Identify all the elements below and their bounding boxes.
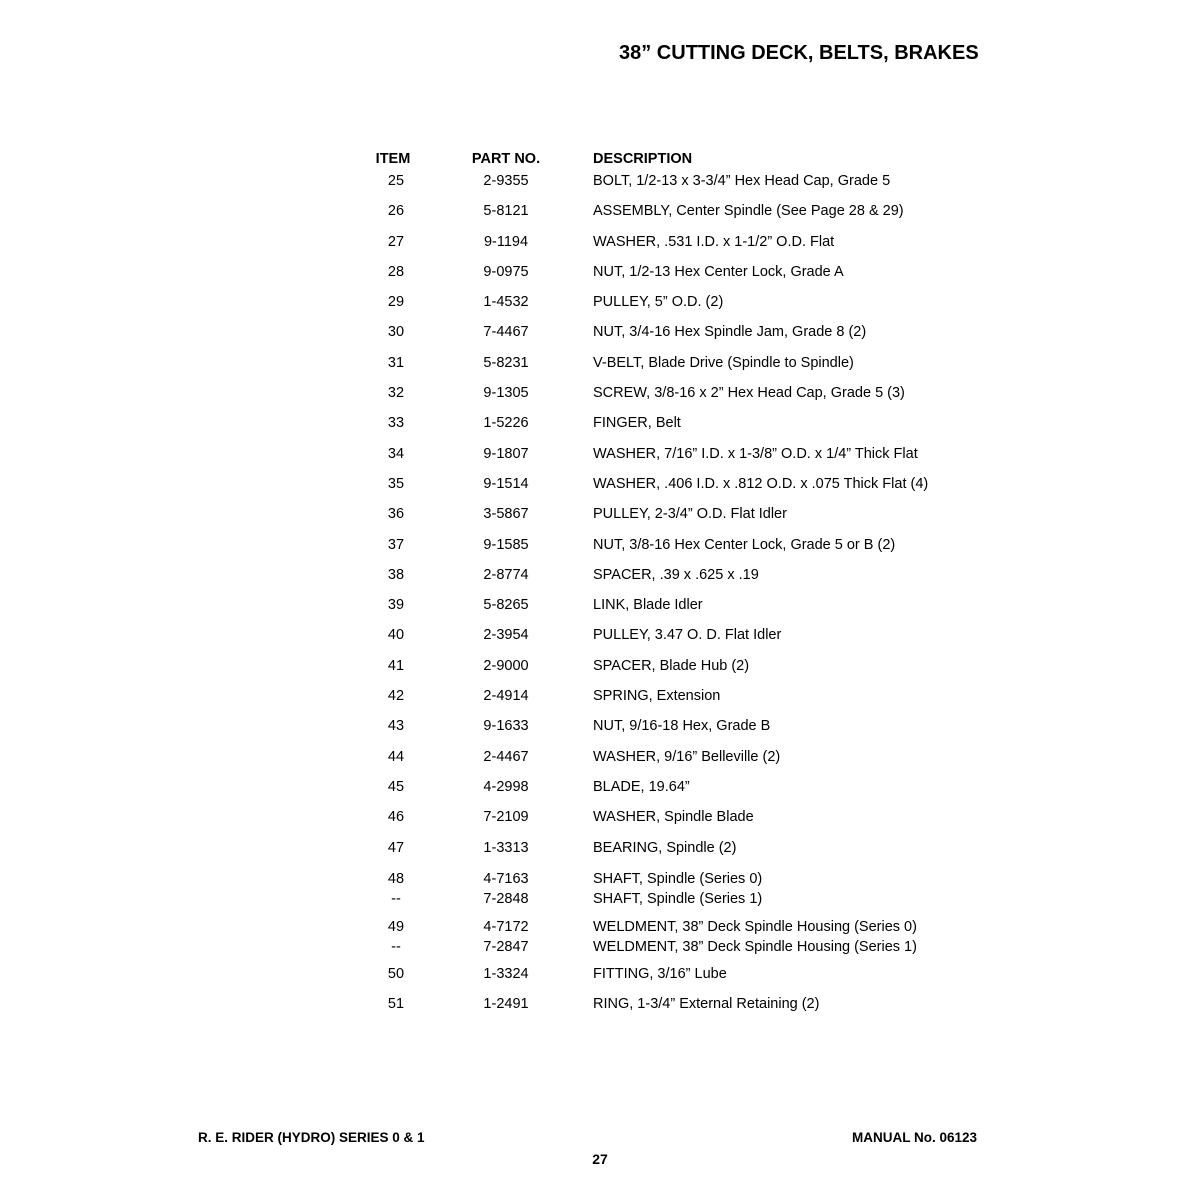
item-number: 47 <box>387 839 405 856</box>
part-number: 9-1514 <box>483 475 529 492</box>
part-number: 9-1194 <box>483 233 529 250</box>
part-description: WELDMENT, 38” Deck Spindle Housing (Series 1) <box>593 939 917 956</box>
part-description: WELDMENT, 38” Deck Spindle Housing (Series 0) <box>593 918 917 935</box>
part-number: 1-4532 <box>483 294 529 311</box>
part-description: NUT, 9/16-18 Hex, Grade B <box>593 718 771 735</box>
part-description: NUT, 1/2-13 Hex Center Lock, Grade A <box>593 263 844 280</box>
part-number: 5-8265 <box>483 597 529 614</box>
item-number: 28 <box>387 263 405 280</box>
table-row <box>360 506 1000 536</box>
table-row <box>360 749 1000 779</box>
item-number: 46 <box>387 809 405 826</box>
table-row <box>360 446 1000 476</box>
part-description: PULLEY, 3.47 O. D. Flat Idler <box>593 627 782 644</box>
table-row <box>360 415 1000 445</box>
item-number: 35 <box>387 475 405 492</box>
item-number: 49 <box>387 918 405 935</box>
table-row <box>360 870 1000 918</box>
part-number: 2-4467 <box>483 748 529 765</box>
header-part-no: PART NO. <box>471 151 541 167</box>
item-number: 25 <box>387 173 405 189</box>
item-number: 34 <box>387 445 405 462</box>
part-number: 2-9355 <box>483 173 529 189</box>
part-number: 2-9000 <box>483 657 529 674</box>
item-number: 43 <box>387 718 405 735</box>
part-number: 2-8774 <box>483 566 529 583</box>
table-row <box>360 234 1000 264</box>
table-row <box>360 294 1000 324</box>
page-number: 27 <box>592 1151 608 1167</box>
footer-manual-number: MANUAL No. 06123 <box>852 1130 978 1145</box>
part-description: WASHER, .531 I.D. x 1-1/2” O.D. Flat <box>593 233 835 250</box>
part-description: PULLEY, 2-3/4” O.D. Flat Idler <box>593 506 787 523</box>
footer-model: R. E. RIDER (HYDRO) SERIES 0 & 1 <box>198 1130 425 1145</box>
table-row <box>360 264 1000 294</box>
part-number: 9-1585 <box>483 536 529 553</box>
item-number: 40 <box>387 627 405 644</box>
part-number: 7-2109 <box>483 809 529 826</box>
part-number: 9-0975 <box>483 263 529 280</box>
part-description: WASHER, .406 I.D. x .812 O.D. x .075 Thick Flat (4) <box>593 475 929 492</box>
table-row <box>360 718 1000 748</box>
item-number: 38 <box>387 566 405 583</box>
part-description: WASHER, 7/16” I.D. x 1-3/8” O.D. x 1/4” Thick Flat <box>593 445 918 462</box>
item-number: 37 <box>387 536 405 553</box>
table-row <box>360 779 1000 809</box>
table-row <box>360 567 1000 597</box>
item-number: 45 <box>387 778 405 795</box>
part-description: WASHER, Spindle Blade <box>593 809 754 826</box>
item-number: 29 <box>387 294 405 311</box>
part-description: SPACER, Blade Hub (2) <box>593 657 750 674</box>
part-number: 2-4914 <box>483 688 529 705</box>
part-description: SPRING, Extension <box>593 688 721 705</box>
item-number-group <box>360 918 432 959</box>
part-number: 7-4467 <box>483 324 529 341</box>
item-number: 36 <box>387 506 405 523</box>
part-number: 4-7163 <box>483 870 529 887</box>
part-number: 7-2848 <box>483 891 529 908</box>
part-description-group <box>593 870 762 911</box>
page-title: 38” CUTTING DECK, BELTS, BRAKES <box>619 42 979 64</box>
part-number: 7-2847 <box>483 939 529 956</box>
item-number: 33 <box>387 415 405 432</box>
item-number: 27 <box>387 233 405 250</box>
part-description: WASHER, 9/16” Belleville (2) <box>593 748 781 765</box>
part-number: 4-2998 <box>483 778 529 795</box>
part-number: 9-1633 <box>483 718 529 735</box>
item-number: 41 <box>387 657 405 674</box>
part-description: NUT, 3/8-16 Hex Center Lock, Grade 5 or B (2) <box>593 536 896 553</box>
part-description: BOLT, 1/2-13 x 3-3/4” Hex Head Cap, Grade 5 <box>593 173 891 189</box>
part-description: SHAFT, Spindle (Series 1) <box>593 891 763 908</box>
item-number: 51 <box>387 996 405 1013</box>
table-row <box>360 324 1000 354</box>
part-description: BLADE, 19.64” <box>593 778 690 795</box>
part-number: 2-3954 <box>483 627 529 644</box>
item-number-group <box>360 870 432 911</box>
part-description: BEARING, Spindle (2) <box>593 839 737 856</box>
table-row <box>360 918 1000 966</box>
table-row <box>360 476 1000 506</box>
part-number-group <box>460 918 552 959</box>
table-body <box>360 173 1000 1026</box>
item-number: 39 <box>387 597 405 614</box>
item-number: -- <box>391 891 401 908</box>
table-header <box>360 151 1000 173</box>
table-row <box>360 597 1000 627</box>
part-description: SHAFT, Spindle (Series 0) <box>593 870 763 887</box>
part-number: 4-7172 <box>483 918 529 935</box>
table-row <box>360 840 1000 870</box>
table-row <box>360 537 1000 567</box>
table-row <box>360 627 1000 657</box>
header-description: DESCRIPTION <box>593 151 693 167</box>
part-description: SPACER, .39 x .625 x .19 <box>593 566 759 583</box>
table-row <box>360 385 1000 415</box>
item-number: -- <box>391 939 401 956</box>
part-number: 1-3324 <box>483 965 529 982</box>
item-number: 26 <box>387 203 405 220</box>
item-number: 50 <box>387 965 405 982</box>
part-description: ASSEMBLY, Center Spindle (See Page 28 & 29) <box>593 203 904 220</box>
part-number: 3-5867 <box>483 506 529 523</box>
table-row <box>360 203 1000 233</box>
part-number: 1-3313 <box>483 839 529 856</box>
parts-table <box>360 151 1000 1026</box>
table-row <box>360 355 1000 385</box>
item-number: 48 <box>387 870 405 887</box>
part-description: SCREW, 3/8-16 x 2” Hex Head Cap, Grade 5 (3) <box>593 385 905 402</box>
part-description: LINK, Blade Idler <box>593 597 703 614</box>
part-description: FINGER, Belt <box>593 415 681 432</box>
table-row <box>360 809 1000 839</box>
part-number: 1-5226 <box>483 415 529 432</box>
part-description-group <box>593 918 917 959</box>
table-row <box>360 688 1000 718</box>
item-number: 30 <box>387 324 405 341</box>
item-number: 32 <box>387 385 405 402</box>
part-description: FITTING, 3/16” Lube <box>593 965 727 982</box>
part-number: 9-1807 <box>483 445 529 462</box>
item-number: 44 <box>387 748 405 765</box>
item-number: 42 <box>387 688 405 705</box>
table-row <box>360 966 1000 996</box>
table-row <box>360 173 1000 203</box>
part-description: V-BELT, Blade Drive (Spindle to Spindle) <box>593 354 854 371</box>
part-number: 5-8231 <box>483 354 529 371</box>
part-number: 1-2491 <box>483 996 529 1013</box>
item-number: 31 <box>387 354 405 371</box>
table-row <box>360 658 1000 688</box>
part-number: 9-1305 <box>483 385 529 402</box>
part-description: RING, 1-3/4” External Retaining (2) <box>593 996 820 1013</box>
table-row <box>360 996 1000 1026</box>
part-description: PULLEY, 5” O.D. (2) <box>593 294 724 311</box>
part-number: 5-8121 <box>483 203 529 220</box>
part-description: NUT, 3/4-16 Hex Spindle Jam, Grade 8 (2) <box>593 324 867 341</box>
part-number-group <box>460 870 552 911</box>
header-item: ITEM <box>375 151 411 167</box>
